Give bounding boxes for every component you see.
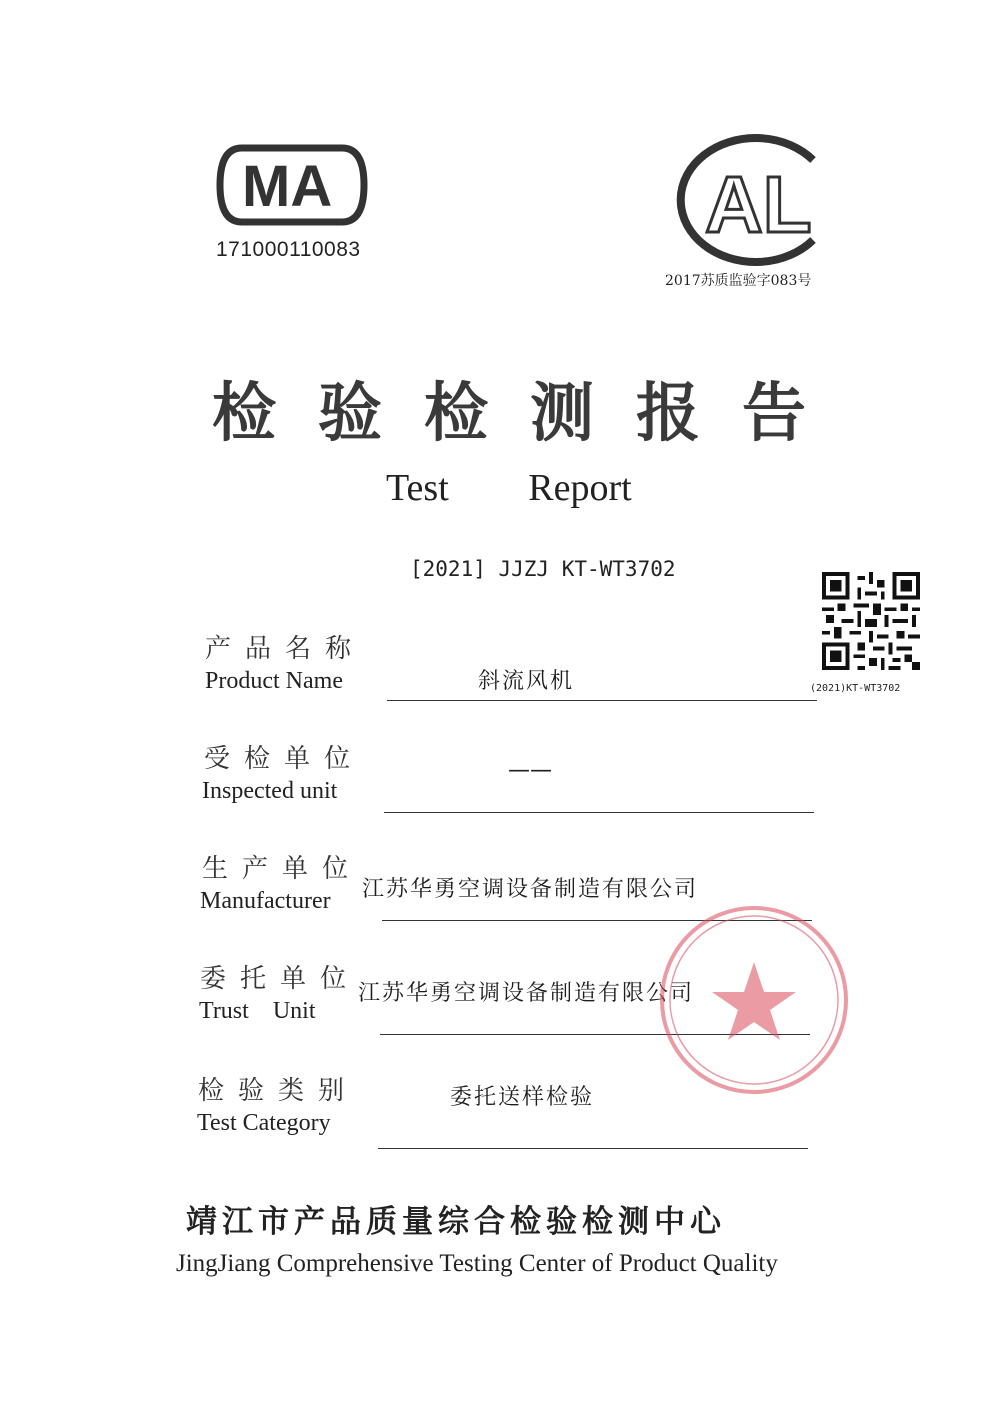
cal-logo	[663, 130, 833, 270]
footer-institution-cn: 靖江市产品质量综合检验检测中心	[186, 1204, 726, 1240]
report-number: [2021] JJZJ KT-WT3702	[410, 557, 676, 581]
field-label-trust-unit-en: Trust Unit	[199, 998, 316, 1024]
qr-caption: (2021)KT-WT3702	[810, 683, 901, 694]
field-label-test-category-en: Test Category	[197, 1110, 331, 1136]
field-label-test-category-cn: 检验类别	[198, 1076, 359, 1106]
field-label-manufacturer-cn: 生产单位	[202, 854, 363, 884]
field-underline	[384, 812, 814, 813]
cma-logo-text: MA	[242, 154, 333, 219]
cma-number: 171000110083	[216, 238, 361, 261]
qr-code[interactable]	[822, 572, 920, 670]
field-label-manufacturer-en: Manufacturer	[200, 888, 331, 914]
field-underline	[378, 1148, 808, 1149]
field-label-product-name-en: Product Name	[205, 668, 343, 694]
field-value-trust-unit: 江苏华勇空调设备制造有限公司	[358, 981, 695, 1006]
field-value-inspected-unit: ——	[508, 758, 552, 783]
field-value-manufacturer: 江苏华勇空调设备制造有限公司	[362, 877, 699, 902]
red-seal	[654, 900, 854, 1100]
field-label-inspected-unit-en: Inspected unit	[202, 778, 338, 804]
field-value-test-category: 委托送样检验	[450, 1085, 595, 1110]
title-cn: 检验检测报告	[212, 377, 848, 451]
cal-number: 2017苏质监验字083号	[665, 273, 812, 289]
field-label-inspected-unit-cn: 受检单位	[204, 744, 365, 774]
field-label-product-name-cn: 产品名称	[205, 634, 366, 664]
footer-institution-en: JingJiang Comprehensive Testing Center of Product Quality	[176, 1250, 778, 1277]
title-en: Test Report	[386, 467, 632, 509]
field-label-trust-unit-cn: 委托单位	[200, 964, 361, 994]
cma-logo	[212, 140, 372, 230]
field-value-product-name: 斜流风机	[478, 669, 575, 694]
field-underline	[387, 700, 817, 701]
cal-logo-text: AL	[705, 160, 812, 249]
